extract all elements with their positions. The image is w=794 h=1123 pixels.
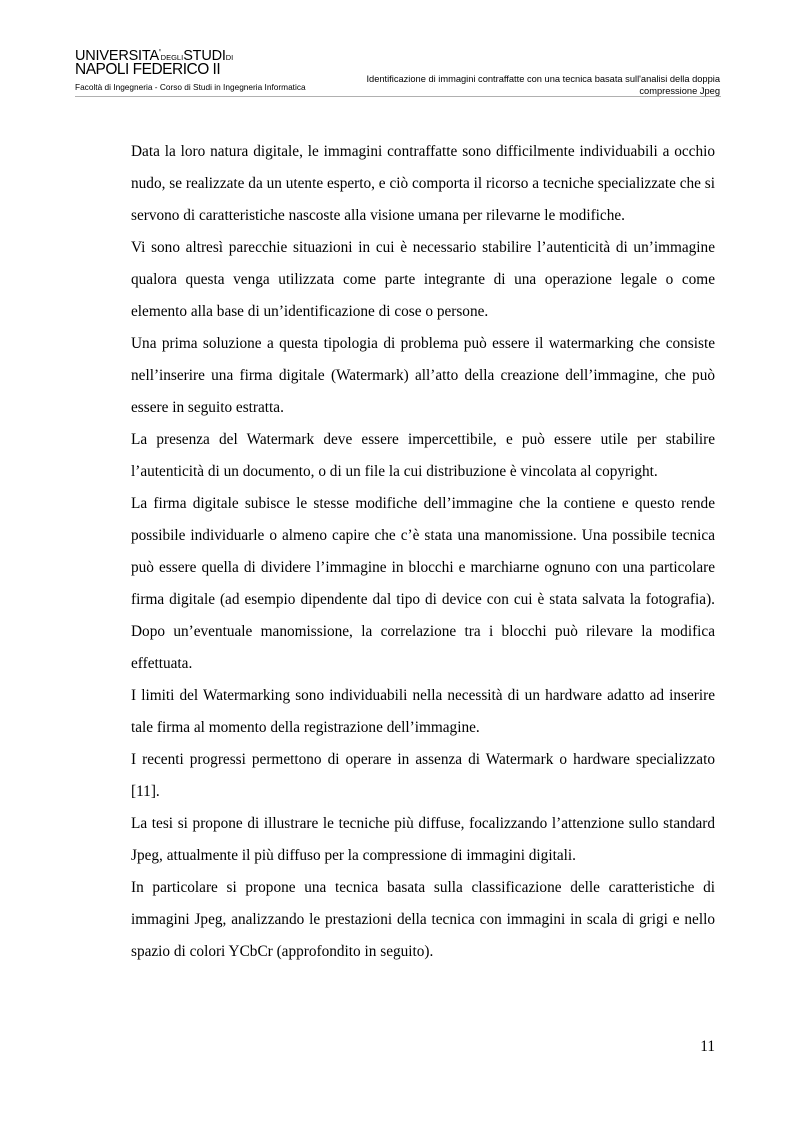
paragraph: In particolare si propone una tecnica basata sulla classificazione delle caratteristiche di immagini Jpeg, analizzando le prestazioni della tecnica con immagini in scala di grigi e nello spazio di colori YCbCr (approfondito in seguito). <box>131 879 715 960</box>
logo-line-name: NAPOLI FEDERICO II <box>75 61 221 78</box>
paragraph: Una prima soluzione a questa tipologia di problema può essere il watermarking che consiste nell’inserire una firma digitale (Watermark) all’atto della creazione dell’immagine, che può essere in seguito estratta. <box>131 335 715 416</box>
page-header <box>75 46 720 96</box>
paragraph: La firma digitale subisce le stesse modifiche dell’immagine che la contiene e questo rende possibile individuarle o almeno capire che c’è stata una manomissione. Una possibile tecnica può essere quella di dividere l’immagine in blocchi e marchiarne ognuno con una particolare firma digitale (ad esempio dipendente dal tipo di device con cui è stata salvata la fotografia). Dopo un’eventuale manomissione, la correlazione tra i blocchi può rilevare la modifica effettuata. <box>131 495 715 672</box>
university-logo <box>75 46 345 96</box>
page-number: 11 <box>700 1038 715 1055</box>
logo-line-university: UNIVERSITA'DEGLISTUDIDI <box>75 48 234 64</box>
header-document-title <box>340 73 720 97</box>
header-title-line2: compressione Jpeg <box>639 86 720 96</box>
paragraph: Vi sono altresì parecchie situazioni in cui è necessario stabilire l’autenticità di un’immagine qualora questa venga utilizzata come parte integrante di una operazione legale o come elemento alla base di un’identificazione di cose o persone. <box>131 239 715 320</box>
paragraph: I recenti progressi permettono di operare in assenza di Watermark o hardware specializzato [11]. <box>131 751 715 800</box>
paragraph: La tesi si propone di illustrare le tecniche più diffuse, focalizzando l’attenzione sullo standard Jpeg, attualmente il più diffuso per la compressione di immagini digitali. <box>131 815 715 864</box>
logo-line-faculty: Facoltà di Ingegneria - Corso di Studi in Ingegneria Informatica <box>75 82 306 92</box>
header-title-line1: Identificazione di immagini contraffatte con una tecnica basata sull'analisi della doppia <box>366 74 720 84</box>
body-text <box>131 136 715 968</box>
paragraph: Data la loro natura digitale, le immagini contraffatte sono difficilmente individuabili a occhio nudo, se realizzate da un utente esperto, e ciò comporta il ricorso a tecniche specializzate che si servono di caratteristiche nascoste alla visione umana per rilevarne le modifiche. <box>131 143 715 224</box>
header-divider <box>75 96 721 97</box>
paragraph: La presenza del Watermark deve essere impercettibile, e può essere utile per stabilire l’autenticità di un documento, o di un file la cui distribuzione è vincolata al copyright. <box>131 431 715 480</box>
paragraph: I limiti del Watermarking sono individuabili nella necessità di un hardware adatto ad inserire tale firma al momento della registrazione dell’immagine. <box>131 687 715 736</box>
